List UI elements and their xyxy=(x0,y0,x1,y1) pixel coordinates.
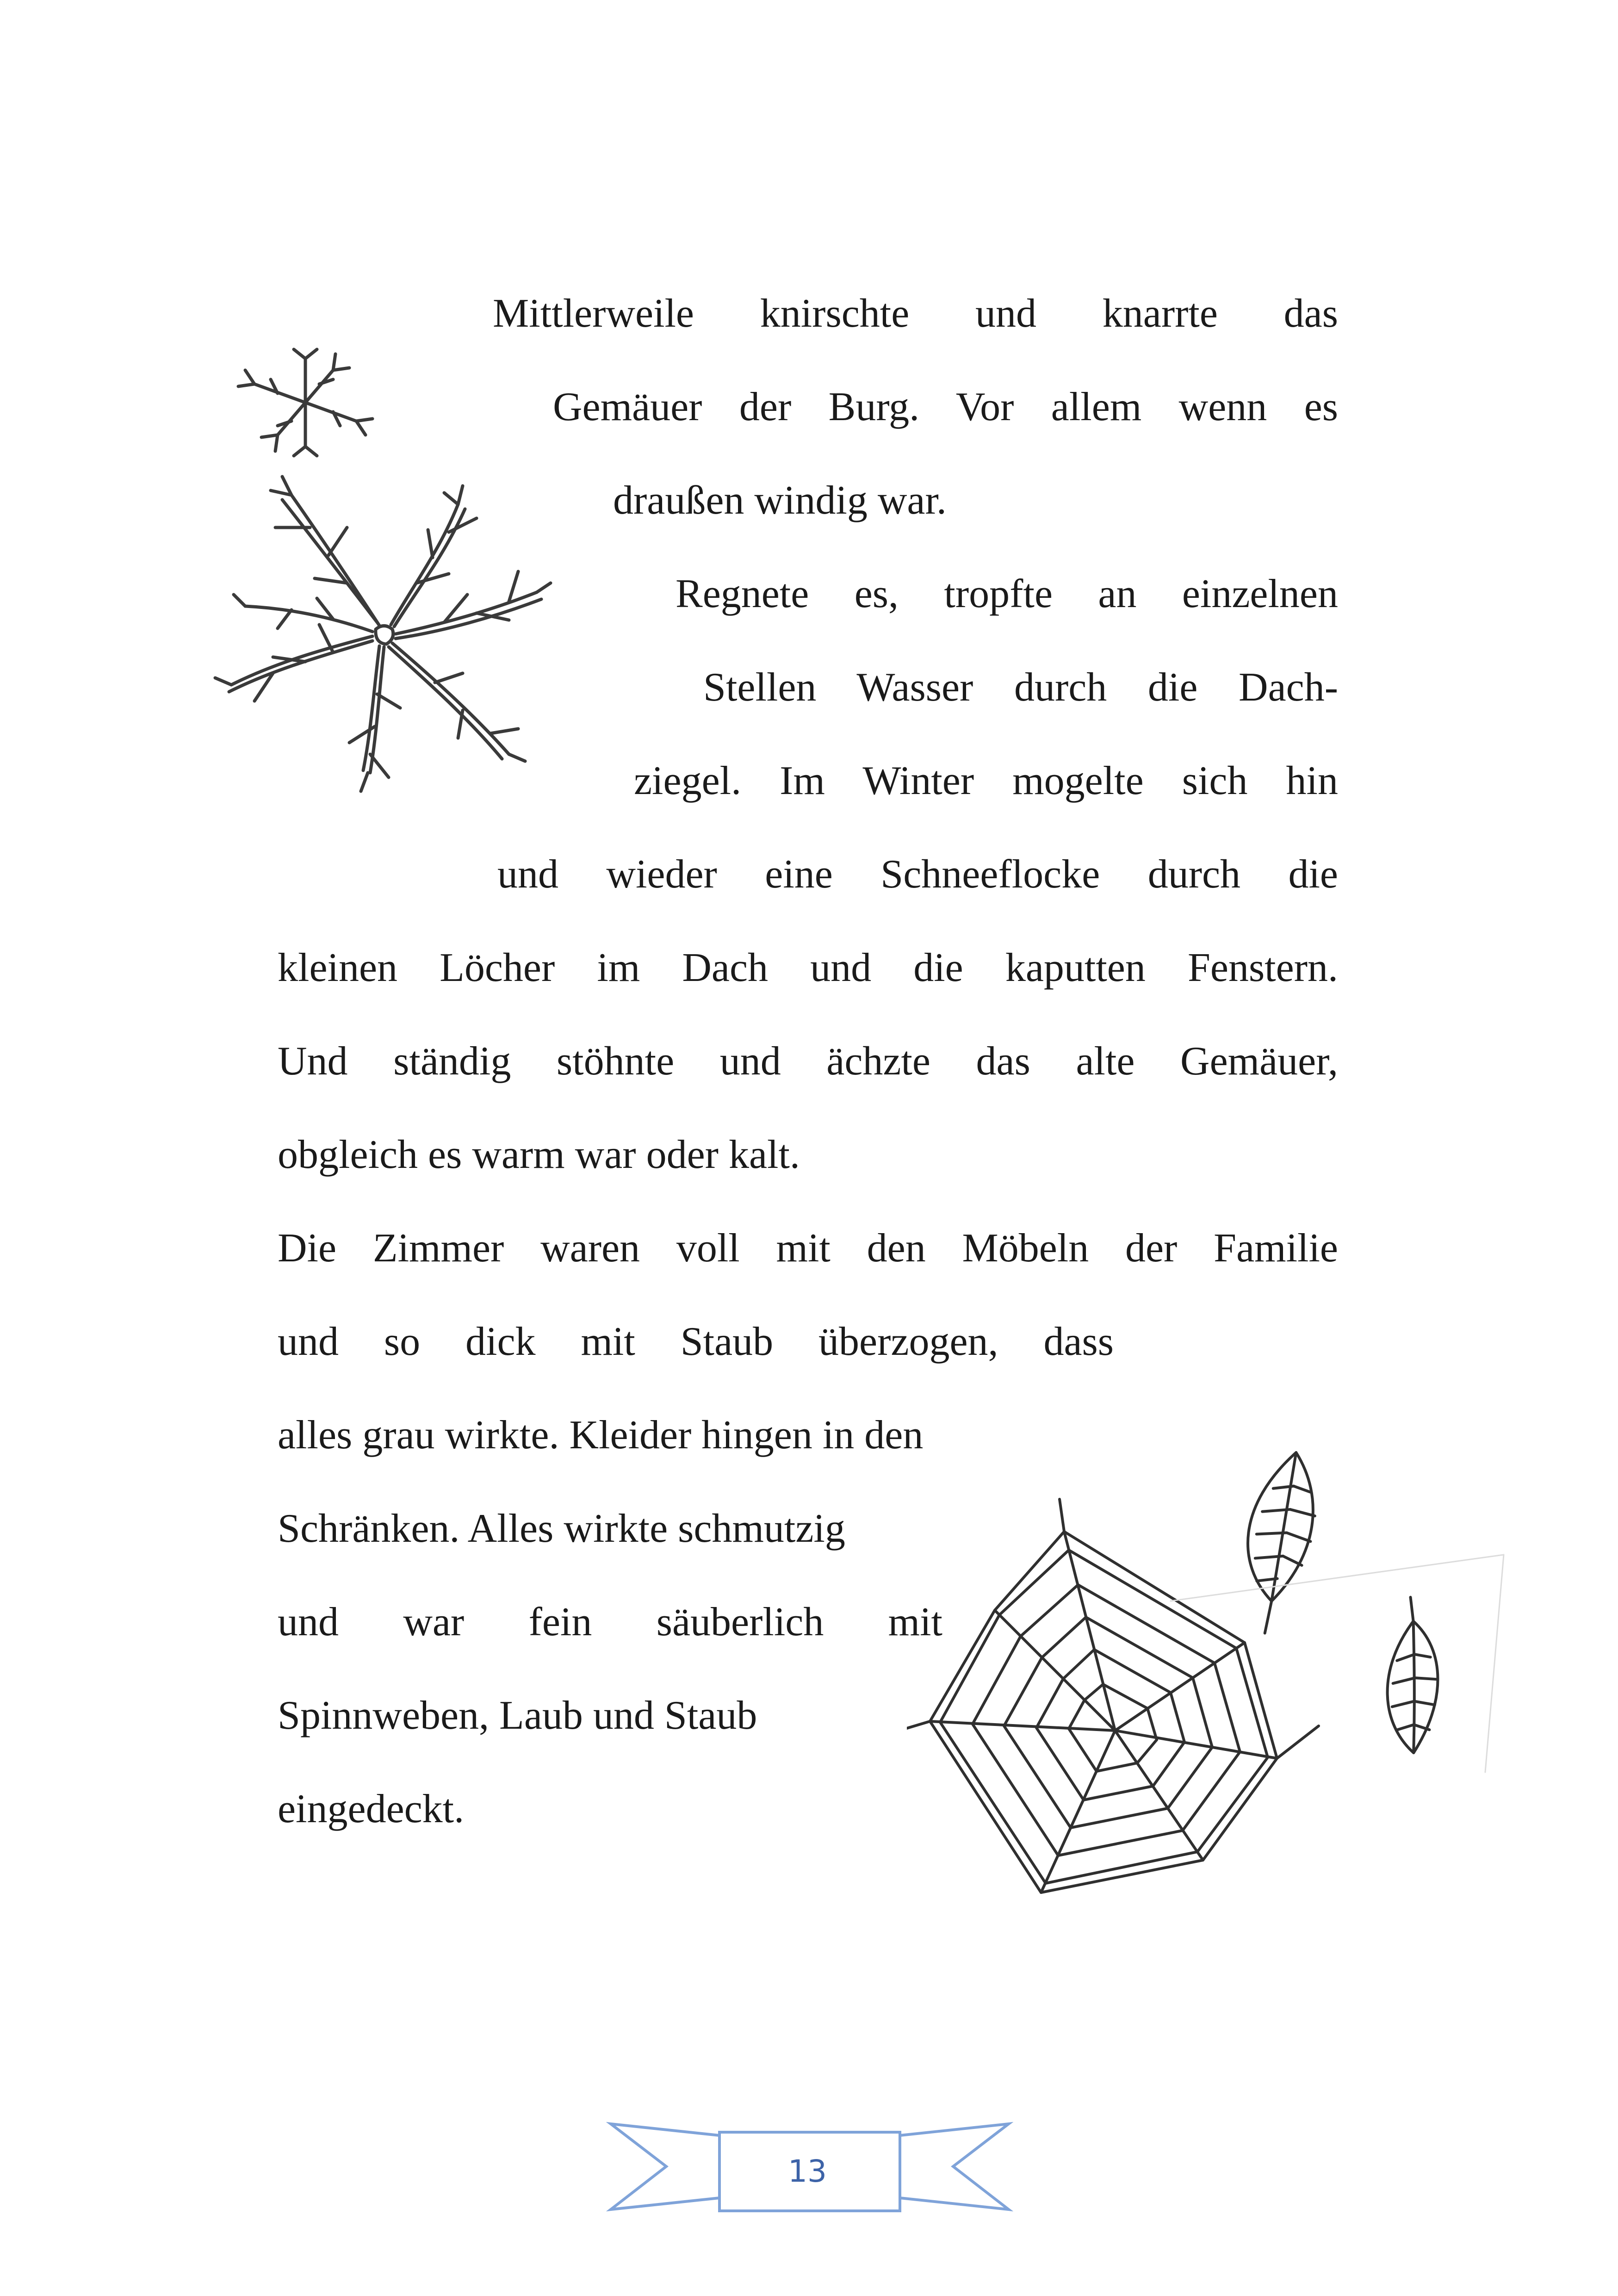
text-line-8: kleinen Löcher im Dach und die kaputten Fenstern. xyxy=(278,945,1338,990)
text-line-3: draußen windig war. xyxy=(613,478,947,523)
text-line-12: und so dick mit Staub überzogen, dass xyxy=(278,1319,1114,1364)
text-line-10: obgleich es warm war oder kalt. xyxy=(278,1132,800,1177)
text-line-13: alles grau wirkte. Kleider hingen in den xyxy=(278,1413,924,1458)
text-line-16: Spinnweben, Laub und Staub xyxy=(278,1693,757,1738)
text-line-6: ziegel. Im Winter mogelte sich hin xyxy=(634,758,1338,803)
page-number: 13 xyxy=(788,2153,827,2189)
text-line-2: Gemäuer der Burg. Vor allem wenn es xyxy=(553,385,1338,429)
text-line-17: eingedeckt. xyxy=(278,1787,465,1831)
text-line-7: und wieder eine Schneeflocke durch die xyxy=(497,852,1338,897)
text-line-1: Mittlerweile knirschte und knarrte das xyxy=(493,291,1338,336)
spiderweb-and-leaves-drawing xyxy=(907,1434,1518,1971)
text-line-11: Die Zimmer waren voll mit den Möbeln der Familie xyxy=(278,1226,1338,1271)
snowflake-drawing xyxy=(194,333,574,833)
text-line-4: Regnete es, tropfte an einzelnen xyxy=(676,571,1338,616)
text-line-14: Schränken. Alles wirkte schmutzig xyxy=(278,1506,845,1551)
text-line-9: Und ständig stöhnte und ächzte das alte Gemäuer, xyxy=(278,1039,1338,1084)
text-line-5: Stellen Wasser durch die Dach- xyxy=(703,665,1338,710)
text-line-15: und war fein säuberlich mit xyxy=(278,1600,942,1644)
